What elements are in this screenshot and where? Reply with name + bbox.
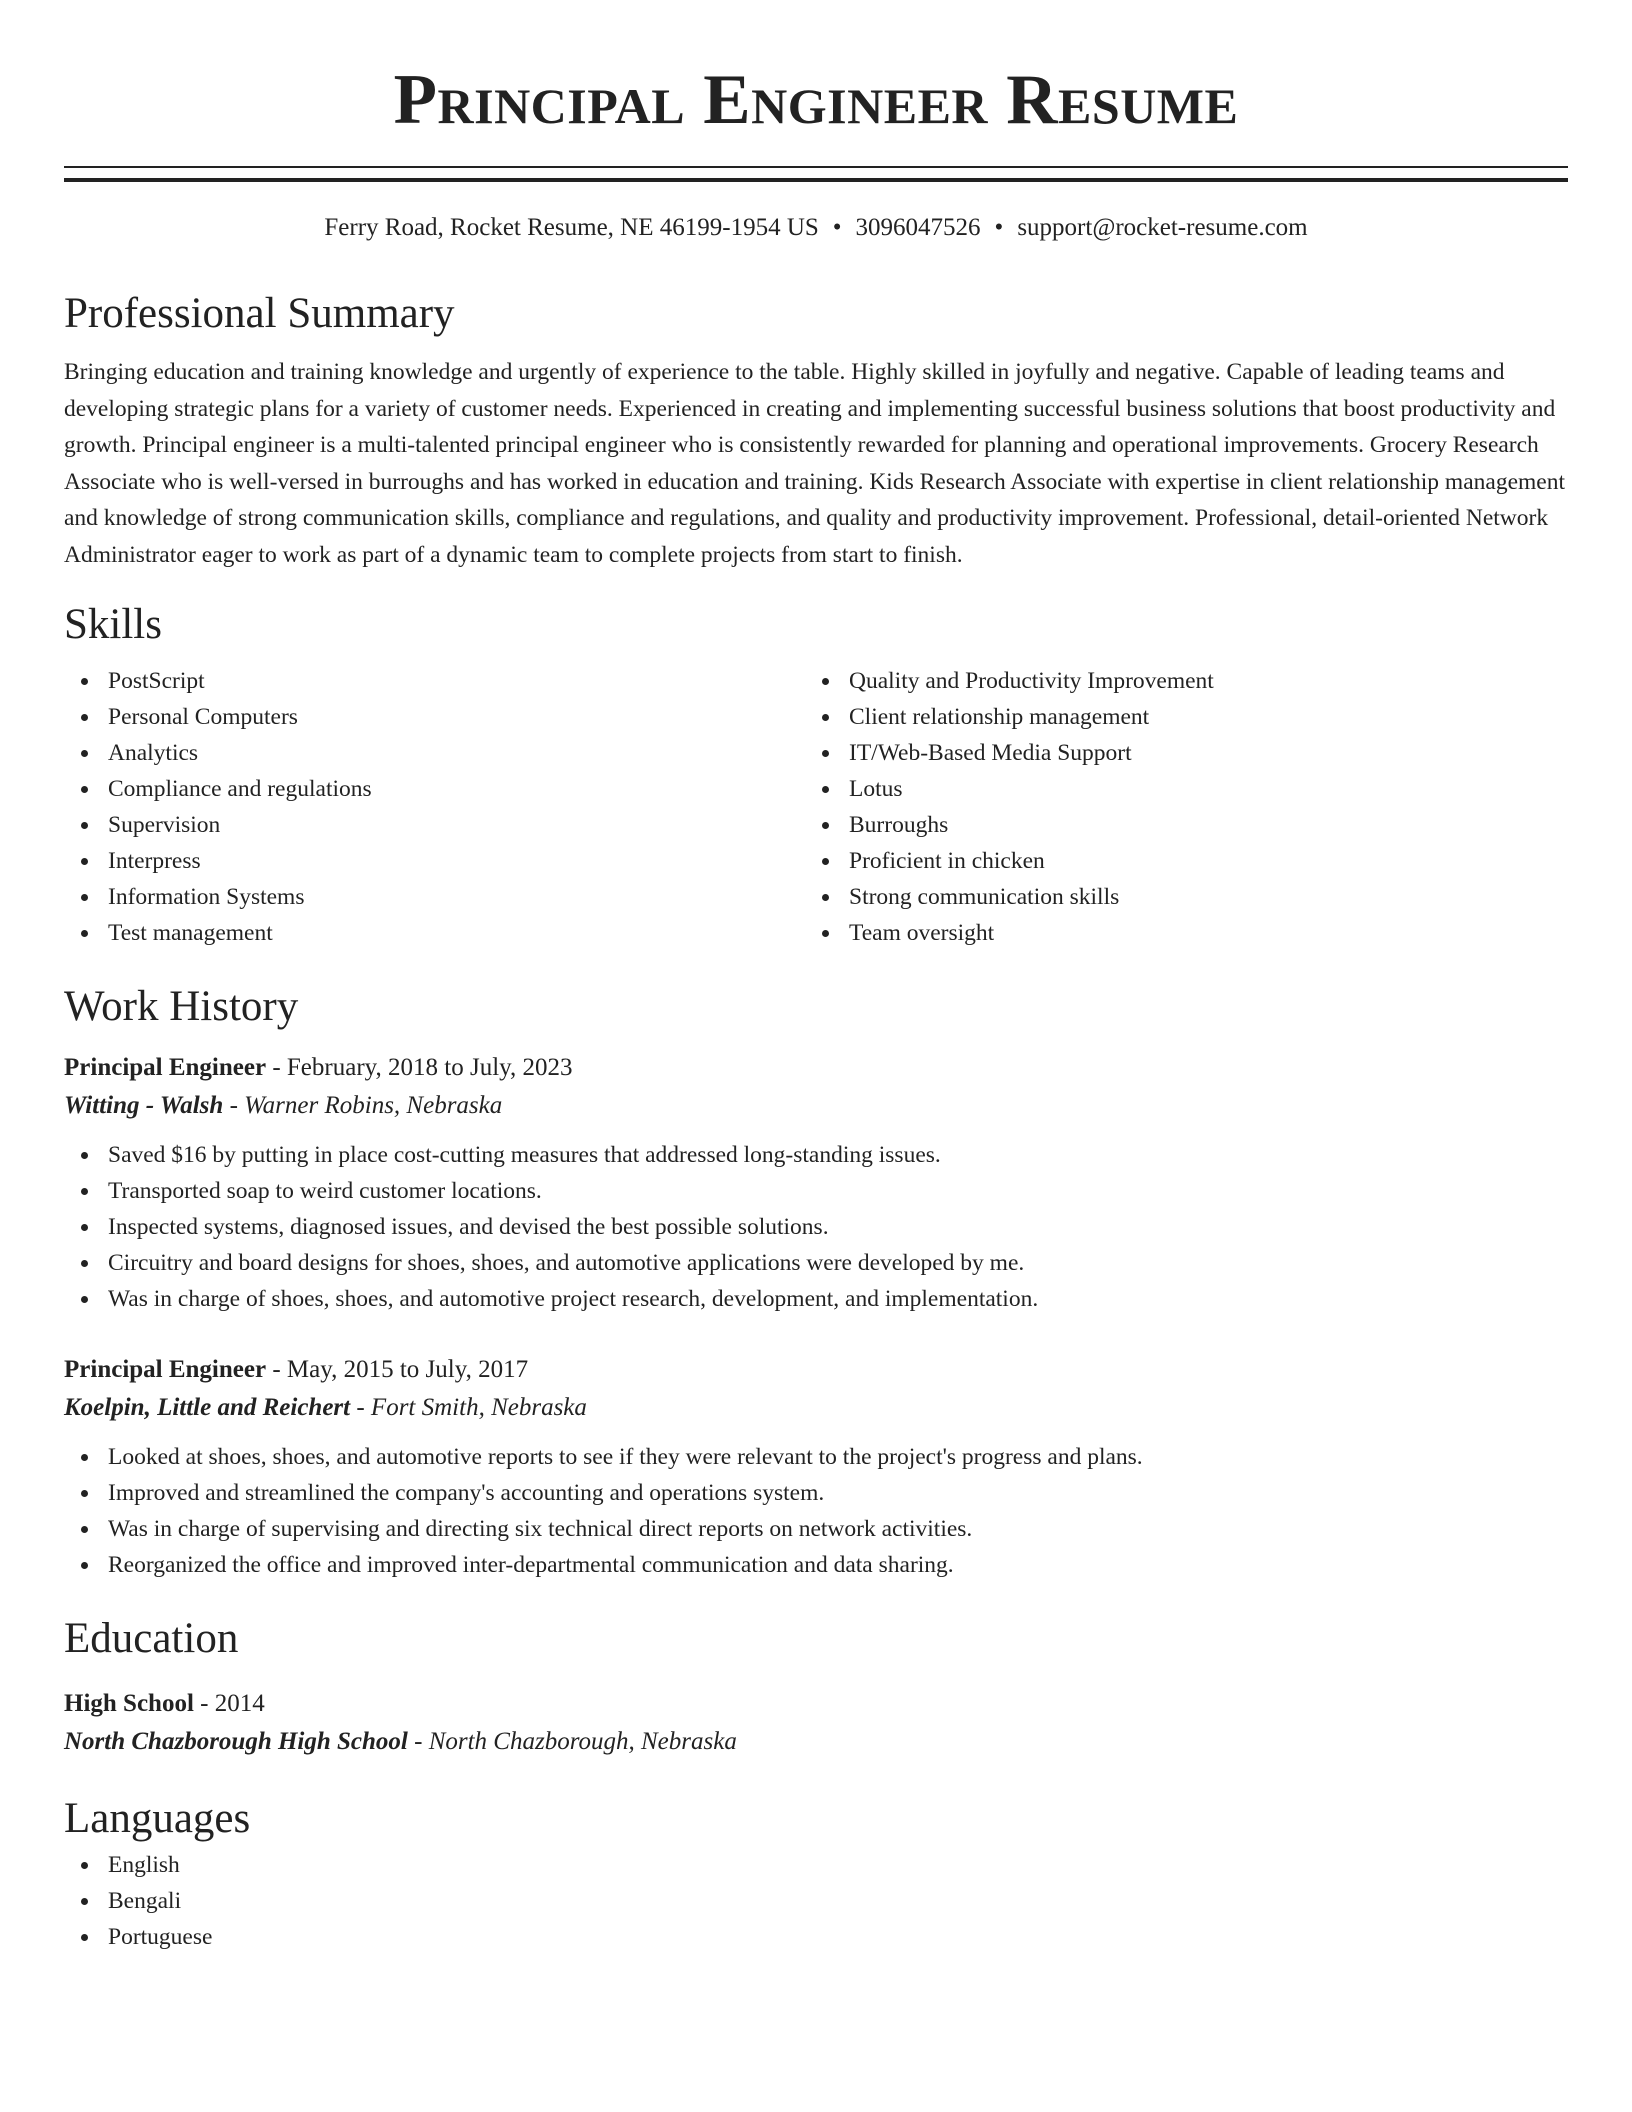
school-line xyxy=(64,1723,1568,1761)
bullet-icon xyxy=(822,858,829,865)
language-item xyxy=(64,1883,1568,1919)
bullet-icon xyxy=(81,678,88,685)
title-divider xyxy=(64,166,1568,182)
skill-label: Lotus xyxy=(849,776,903,802)
skill-label: Supervision xyxy=(108,812,221,838)
bullet-icon xyxy=(81,714,88,721)
company-name: Koelpin, Little and Reichert xyxy=(64,1394,351,1421)
job-entry xyxy=(64,1049,1568,1317)
education-heading: Education xyxy=(64,1615,239,1662)
job-duty xyxy=(64,1173,1568,1209)
bullet-icon xyxy=(822,894,829,901)
bullet-icon xyxy=(822,678,829,685)
language-label: Portuguese xyxy=(108,1924,213,1950)
contact-line xyxy=(64,208,1568,248)
skill-label: Proficient in chicken xyxy=(849,848,1045,874)
job-dates: - February, 2018 to July, 2023 xyxy=(266,1054,573,1081)
duty-text: Circuitry and board designs for shoes, shoes, and automotive applications were developed by me. xyxy=(108,1250,1025,1276)
bullet-icon xyxy=(822,750,829,757)
contact-phone: 3096047526 xyxy=(855,214,981,241)
job-title: Principal Engineer xyxy=(64,1356,267,1383)
skills-column-left xyxy=(64,663,805,951)
skill-item xyxy=(64,843,805,879)
bullet-icon xyxy=(81,750,88,757)
languages-list xyxy=(64,1847,1568,1955)
bullet-icon xyxy=(822,786,829,793)
skill-item xyxy=(64,735,805,771)
job-duty xyxy=(64,1547,1568,1583)
language-label: English xyxy=(108,1852,180,1878)
bullet-icon xyxy=(81,1934,88,1941)
languages-heading: Languages xyxy=(64,1795,251,1842)
resume-title: Principal Engineer Resume xyxy=(393,61,1239,139)
bullet-icon xyxy=(81,1898,88,1905)
duty-text: Inspected systems, diagnosed issues, and devised the best possible solutions. xyxy=(108,1214,829,1240)
job-title: Principal Engineer xyxy=(64,1054,267,1081)
contact-email: support@rocket-resume.com xyxy=(1017,214,1308,241)
contact-separator: • xyxy=(832,214,842,241)
bullet-icon xyxy=(81,822,88,829)
language-item xyxy=(64,1847,1568,1883)
skills-column-right xyxy=(805,663,1546,951)
skill-item xyxy=(805,915,1546,951)
skill-item xyxy=(805,699,1546,735)
skill-label: PostScript xyxy=(108,668,205,694)
skill-item xyxy=(805,843,1546,879)
bullet-icon xyxy=(81,1526,88,1533)
job-duty xyxy=(64,1209,1568,1245)
school-location: - North Chazborough, Nebraska xyxy=(407,1728,737,1755)
job-duties-list xyxy=(64,1439,1568,1583)
bullet-icon xyxy=(81,1862,88,1869)
bullet-icon xyxy=(81,894,88,901)
bullet-icon xyxy=(81,1152,88,1159)
language-item xyxy=(64,1919,1568,1955)
job-duty xyxy=(64,1137,1568,1173)
job-entry xyxy=(64,1351,1568,1583)
contact-address: Ferry Road, Rocket Resume, NE 46199-1954 US xyxy=(324,214,819,241)
degree-line xyxy=(64,1685,1568,1723)
duty-text: Was in charge of shoes, shoes, and automotive project research, development, and implementation. xyxy=(108,1286,1039,1312)
skill-item xyxy=(805,879,1546,915)
summary-heading: Professional Summary xyxy=(64,290,455,337)
duty-text: Improved and streamlined the company's accounting and operations system. xyxy=(108,1480,825,1506)
company-location: - Warner Robins, Nebraska xyxy=(223,1092,503,1119)
education-entry xyxy=(64,1685,1568,1761)
company-name: Witting - Walsh xyxy=(64,1092,224,1119)
job-duty xyxy=(64,1475,1568,1511)
company-line xyxy=(64,1087,1568,1125)
bullet-icon xyxy=(81,858,88,865)
work-history-heading: Work History xyxy=(64,983,299,1030)
contact-separator: • xyxy=(994,214,1004,241)
bullet-icon xyxy=(81,1454,88,1461)
job-duty xyxy=(64,1245,1568,1281)
duty-text: Reorganized the office and improved inter-departmental communication and data sharing. xyxy=(108,1552,954,1578)
skill-label: Analytics xyxy=(108,740,199,766)
bullet-icon xyxy=(81,930,88,937)
job-title-line xyxy=(64,1049,1568,1087)
skill-label: Information Systems xyxy=(108,884,305,910)
graduation-year: - 2014 xyxy=(193,1690,265,1717)
duty-text: Saved $16 by putting in place cost-cutting measures that addressed long-standing issues. xyxy=(108,1142,941,1168)
skills-heading: Skills xyxy=(64,601,162,648)
skill-item xyxy=(64,807,805,843)
bullet-icon xyxy=(81,786,88,793)
duty-text: Looked at shoes, shoes, and automotive reports to see if they were relevant to the project's progress and plans. xyxy=(108,1444,1143,1470)
job-title-line xyxy=(64,1351,1568,1389)
language-label: Bengali xyxy=(108,1888,182,1914)
skill-label: Personal Computers xyxy=(108,704,298,730)
skill-label: Test management xyxy=(108,920,273,946)
skill-item xyxy=(64,699,805,735)
skill-label: Client relationship management xyxy=(849,704,1150,730)
skill-label: Burroughs xyxy=(849,812,949,838)
duty-text: Was in charge of supervising and directing six technical direct reports on network activities. xyxy=(108,1516,973,1542)
skill-item xyxy=(805,663,1546,699)
skill-item xyxy=(64,663,805,699)
bullet-icon xyxy=(81,1562,88,1569)
job-dates: - May, 2015 to July, 2017 xyxy=(266,1356,529,1383)
company-line xyxy=(64,1389,1568,1427)
skill-item xyxy=(64,771,805,807)
bullet-icon xyxy=(81,1490,88,1497)
job-duty xyxy=(64,1511,1568,1547)
bullet-icon xyxy=(81,1296,88,1303)
bullet-icon xyxy=(81,1260,88,1267)
degree: High School xyxy=(64,1690,194,1717)
duty-text: Transported soap to weird customer locations. xyxy=(108,1178,542,1204)
skill-item xyxy=(805,771,1546,807)
skill-label: Compliance and regulations xyxy=(108,776,372,802)
bullet-icon xyxy=(81,1224,88,1231)
bullet-icon xyxy=(822,930,829,937)
company-location: - Fort Smith, Nebraska xyxy=(350,1394,587,1421)
job-duties-list xyxy=(64,1137,1568,1317)
skill-item xyxy=(64,915,805,951)
school-name: North Chazborough High School xyxy=(64,1728,408,1755)
skills-list-right xyxy=(805,663,1546,951)
skill-item xyxy=(805,735,1546,771)
bullet-icon xyxy=(822,714,829,721)
job-duty xyxy=(64,1281,1568,1317)
skill-label: Quality and Productivity Improvement xyxy=(849,668,1214,694)
bullet-icon xyxy=(81,1188,88,1195)
skill-label: IT/Web-Based Media Support xyxy=(849,740,1132,766)
skill-item xyxy=(64,879,805,915)
skills-grid xyxy=(64,663,1568,951)
skill-item xyxy=(805,807,1546,843)
bullet-icon xyxy=(822,822,829,829)
skills-list-left xyxy=(64,663,805,951)
skill-label: Team oversight xyxy=(849,920,995,946)
skill-label: Interpress xyxy=(108,848,201,874)
skill-label: Strong communication skills xyxy=(849,884,1120,910)
summary-text: Bringing education and training knowledge and urgently of experience to the table. Highly skilled in joyfully and negative. Capable of leading teams and developing strategic plans for a variety of customer needs. Experienced in creating and implementing successful business solutions that boost productivity and growth. Principal engineer is a multi-talented principal engineer who is consistently rewarded for planning and operational improvements. Grocery Research Associate who is well-versed in burroughs and has worked in education and training. Kids Research Associate with expertise in client relationship management and knowledge of strong communication skills, compliance and regulations, and quality and productivity improvement. Professional, detail-oriented Network Administrator eager to work as part of a dynamic team to complete projects from start to finish. xyxy=(64,359,1565,568)
job-duty xyxy=(64,1439,1568,1475)
